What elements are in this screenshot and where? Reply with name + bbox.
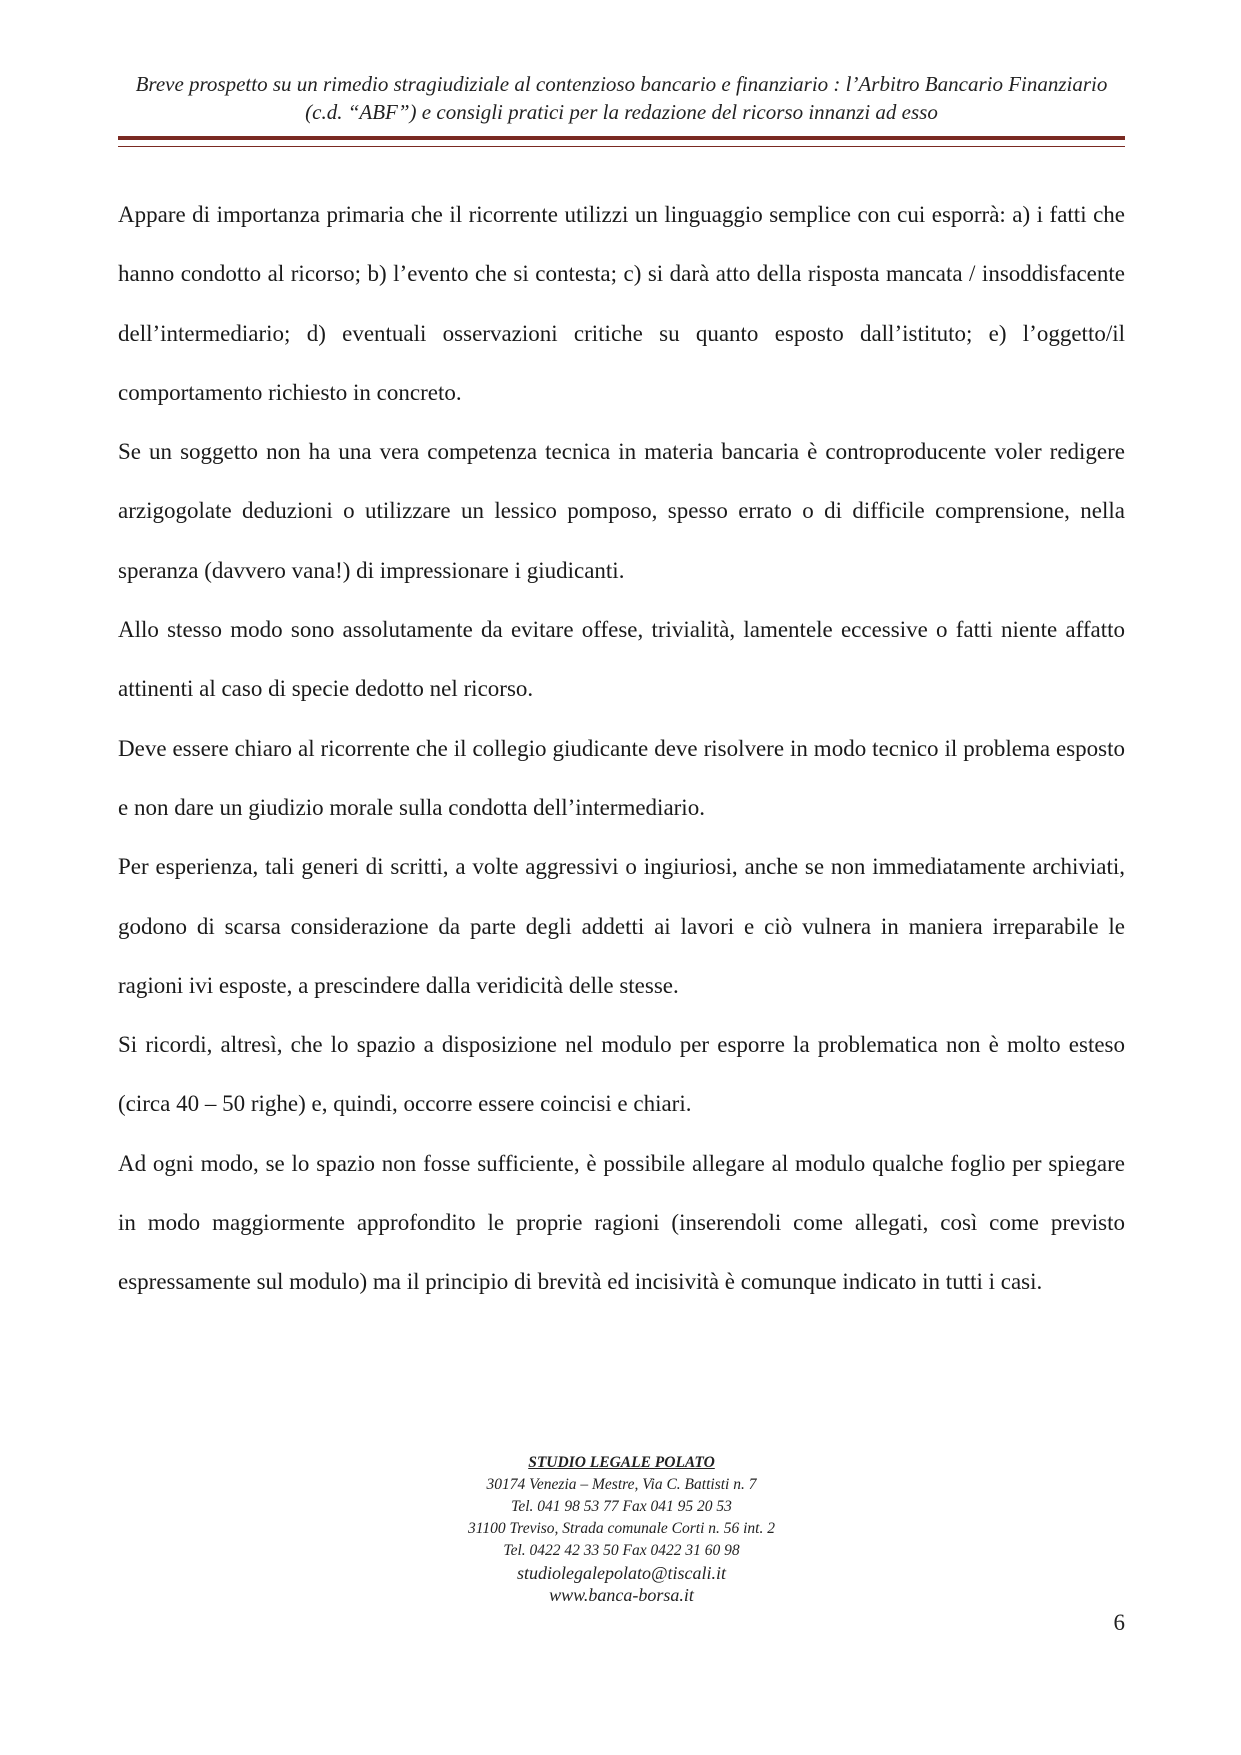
- paragraph: Per esperienza, tali generi di scritti, a volte aggressivi o ingiuriosi, anche se non immediatamente archiviati, godono di scarsa considerazione da parte degli addetti ai lavori e ciò vulnera in maniera irreparabile le ragioni ivi esposte, a prescindere dalla veridicità delle stesse.: [118, 854, 1125, 998]
- header-line-2: (c.d. “ABF”) e consigli pratici per la redazione del ricorso innanzi ad esso: [305, 100, 938, 124]
- website: www.banca-borsa.it: [549, 1585, 694, 1605]
- paragraph: Deve essere chiaro al ricorrente che il collegio giudicante deve risolvere in modo tecnico il problema esposto e non dare un giudizio morale sulla condotta dell’intermediario.: [118, 735, 1125, 820]
- address-treviso: 31100 Treviso, Strada comunale Corti n. 56 int. 2: [468, 1520, 775, 1537]
- page-number: 6: [1113, 1610, 1125, 1635]
- paragraph: Allo stesso modo sono assolutamente da evitare offese, trivialità, lamentele eccessive o fatti niente affatto attinenti al caso di specie dedotto nel ricorso.: [118, 617, 1125, 702]
- paragraph: Appare di importanza primaria che il ricorrente utilizzi un linguaggio semplice con cui esporrà: a) i fatti che hanno condotto al ricorso; b) l’evento che si contesta; c) si darà atto della risposta mancata / insoddisfacente dell’intermediario; d) eventuali osservazioni critiche su quanto esposto dall’istituto; e) l’oggetto/il comportamento richiesto in concreto.: [118, 202, 1125, 405]
- header-line-1: Breve prospetto su un rimedio stragiudiziale al contenzioso bancario e finanziario : l’Arbitro Bancario Finanziario: [135, 72, 1108, 96]
- body-text: [118, 185, 1125, 1312]
- footer: [118, 1452, 1125, 1606]
- address-venezia: 30174 Venezia – Mestre, Via C. Battisti n. 7: [486, 1476, 757, 1493]
- phone-treviso: Tel. 0422 42 33 50 Fax 0422 31 60 98: [503, 1542, 740, 1559]
- paragraph: Si ricordi, altresì, che lo spazio a disposizione nel modulo per esporre la problematica non è molto esteso (circa 40 – 50 righe) e, quindi, occorre essere coincisi e chiari.: [118, 1032, 1125, 1117]
- paragraph: Ad ogni modo, se lo spazio non fosse sufficiente, è possibile allegare al modulo qualche foglio per spiegare in modo maggiormente approfondito le proprie ragioni (inserendoli come allegati, così come previsto espressamente sul modulo) ma il principio di brevità ed incisività è comunque indicato in tutti i casi.: [118, 1150, 1125, 1295]
- email-address: studiolegalepolato@tiscali.it: [516, 1563, 727, 1583]
- firm-name: STUDIO LEGALE POLATO: [528, 1454, 715, 1471]
- header-divider: [118, 136, 1125, 147]
- paragraph: Se un soggetto non ha una vera competenza tecnica in materia bancaria è controproducente voler redigere arzigogolate deduzioni o utilizzare un lessico pomposo, spesso errato o di difficile comprensione, nella speranza (davvero vana!) di impressionare i giudicanti.: [118, 439, 1125, 583]
- phone-venezia: Tel. 041 98 53 77 Fax 041 95 20 53: [511, 1498, 732, 1515]
- running-header: [118, 70, 1125, 126]
